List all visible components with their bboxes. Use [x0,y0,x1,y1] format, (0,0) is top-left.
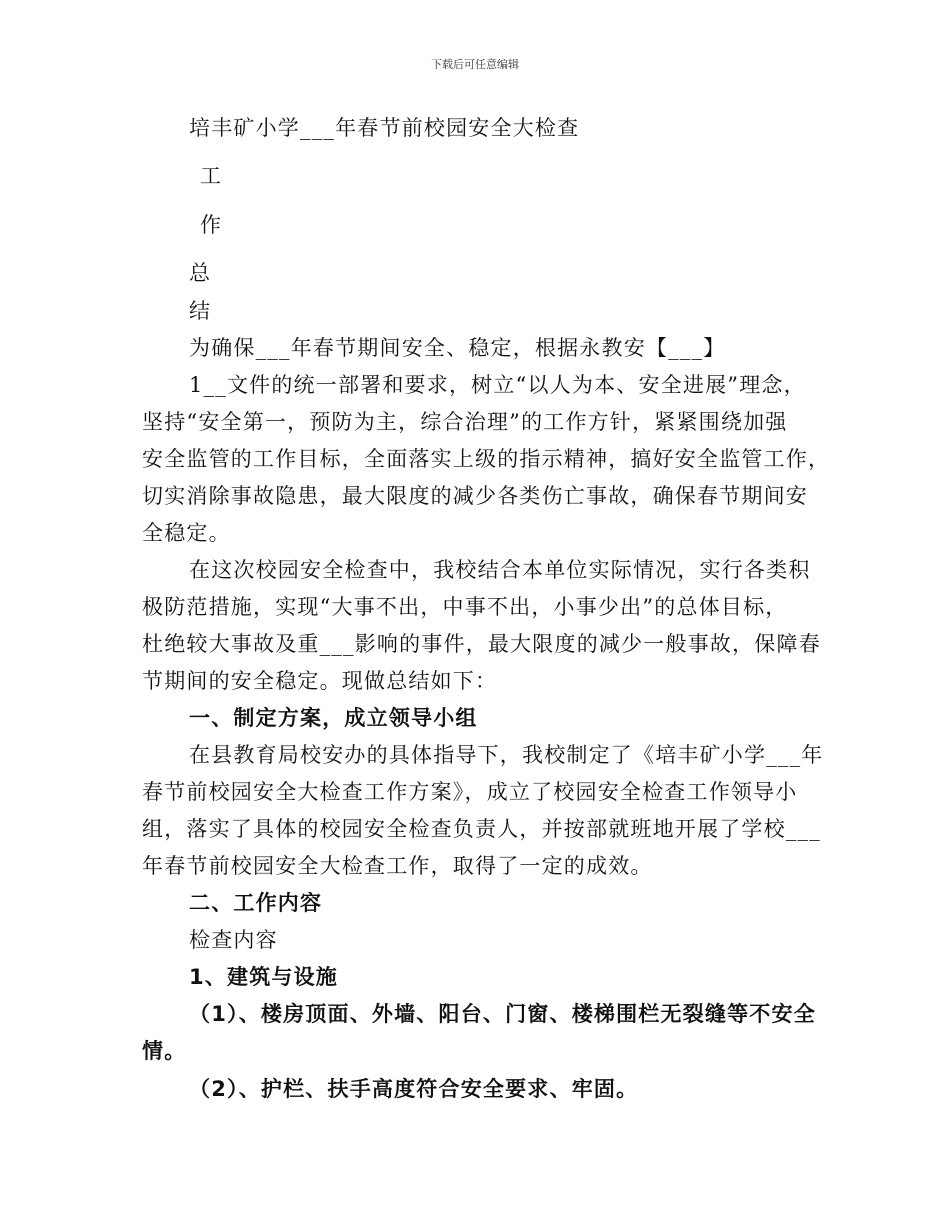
title-char-4: 结 [189,299,212,323]
paragraph-3-line: 年春节前校园安全大检查工作，取得了一定的成效。 [142,854,653,878]
paragraph-3-line: 春节前校园安全大检查工作方案》，成立了校园安全检查工作领导小 [142,780,798,804]
paragraph-1-line: 为确保___年春节期间安全、稳定，根据永教安【___】 [189,336,726,360]
check-item-1: （1）、楼房顶面、外墙、阳台、门窗、楼梯围栏无裂缝等不安全 [189,1002,816,1026]
paragraph-2-line: 节期间的安全稳定。现做总结如下： [142,669,498,693]
paragraph-2-line: 杜绝较大事故及重___影响的事件，最大限度的减少一般事故，保障春 [142,632,821,656]
paragraph-3-line: 在县教育局校安办的具体指导下，我校制定了《培丰矿小学___年 [189,743,824,767]
paragraph-2-line: 在这次校园安全检查中，我校结合本单位实际情况，实行各类积 [189,558,811,582]
check-item-2: （2）、护栏、扶手高度符合安全要求、牢固。 [189,1077,639,1101]
paragraph-1-line: 切实消除事故隐患，最大限度的减少各类伤亡事故，确保春节期间安 [142,484,808,508]
title-char-3: 总 [189,261,212,285]
header-note: 下载后可任意编辑 [431,58,519,71]
paragraph-2-line: 极防范措施，实现“大事不出，中事不出，小事少出”的总体目标， [142,595,788,619]
document-title: 培丰矿小学___年春节前校园安全大检查 [189,116,580,140]
paragraph-1-line: 坚持“安全第一，预防为主，综合治理”的工作方针，紧紧围绕加强 [142,410,788,434]
check-content-label: 检查内容 [189,928,278,952]
title-char-1: 工 [200,164,223,188]
section-heading-1: 一、制定方案，成立领导小组 [189,706,478,730]
subheading-buildings: 1、建筑与设施 [189,965,339,989]
paragraph-1-line: 全稳定。 [142,521,231,545]
paragraph-1-line: 1__文件的统一部署和要求，树立“以人为本、安全进展”理念， [189,373,806,397]
title-char-2: 作 [200,213,223,237]
check-item-1-cont: 情。 [142,1039,187,1063]
paragraph-3-line: 组，落实了具体的校园安全检查负责人，并按部就班地开展了学校___ [142,817,821,841]
paragraph-1-line: 安全监管的工作目标，全面落实上级的指示精神，搞好安全监管工作， [142,447,831,471]
section-heading-2: 二、工作内容 [189,891,323,915]
